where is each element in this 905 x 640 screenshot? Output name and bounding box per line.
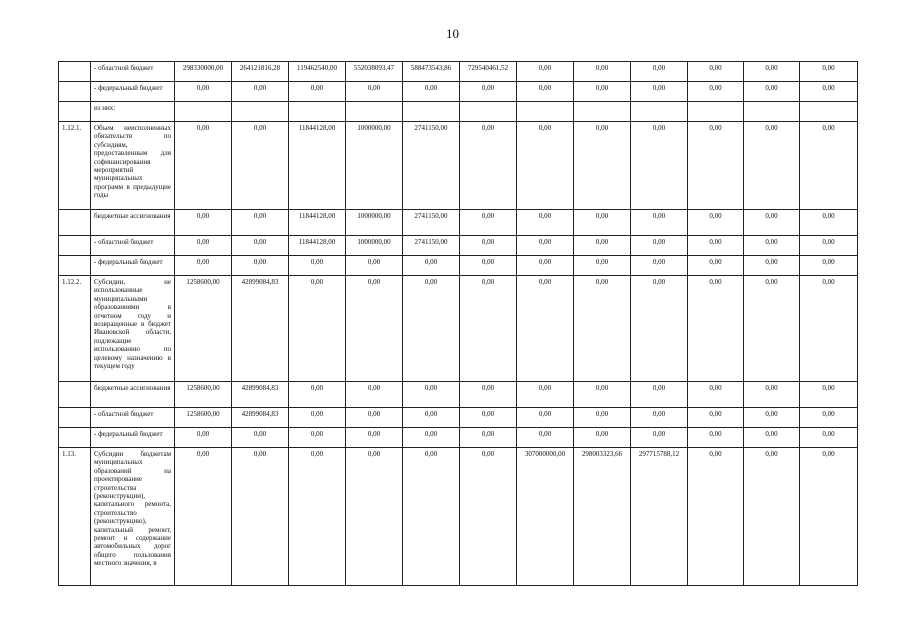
value-cell: 0,00 [688, 122, 744, 210]
value-cell: 0,00 [346, 382, 403, 408]
value-cell: 0,00 [688, 62, 744, 82]
row-label: бюджетные ассигнования [91, 382, 175, 408]
table-row [59, 276, 858, 382]
value-cell: 0,00 [688, 382, 744, 408]
value-cell: 729540461,52 [460, 62, 517, 82]
value-cell: 1000000,00 [346, 122, 403, 210]
value-cell: 0,00 [744, 428, 800, 448]
row-label: - областной бюджет [91, 62, 175, 82]
value-cell: 298003323,66 [574, 448, 631, 586]
value-cell: 11844128,00 [289, 210, 346, 236]
value-cell: 0,00 [232, 122, 289, 210]
value-cell [688, 102, 744, 122]
value-cell [175, 102, 232, 122]
value-cell: 11844128,00 [289, 122, 346, 210]
value-cell: 0,00 [403, 256, 460, 276]
value-cell: 0,00 [289, 276, 346, 382]
value-cell: 0,00 [460, 428, 517, 448]
value-cell: 0,00 [800, 448, 858, 586]
table-row [59, 256, 858, 276]
value-cell: 0,00 [631, 382, 688, 408]
value-cell: 0,00 [631, 408, 688, 428]
row-code: 1.12.2. [59, 276, 91, 382]
value-cell: 0,00 [517, 236, 574, 256]
value-cell: 0,00 [346, 408, 403, 428]
value-cell: 0,00 [688, 236, 744, 256]
value-cell: 0,00 [289, 428, 346, 448]
value-cell: 0,00 [175, 448, 232, 586]
value-cell: 2741150,00 [403, 122, 460, 210]
value-cell: 2741150,00 [403, 210, 460, 236]
value-cell: 307000000,00 [517, 448, 574, 586]
value-cell: 1258600,00 [175, 276, 232, 382]
table-row [59, 82, 858, 102]
row-label: - федеральный бюджет [91, 256, 175, 276]
row-label: из них: [91, 102, 175, 122]
row-label: Субсидии, не использованные муниципальными образованиями в отчетном году и возвращенные в бюджет Ивановской области, подлежащие использованию по целевому назначению в текущем году [91, 276, 175, 382]
row-label: Субсидии бюджетам муниципальных образований на проектирование строительства (реконструкции), капитального ремонта, строительство (реконструкцию), капитальный ремонт, ремонт и содержание автомобильных дорог общего пользования местного значения, в [91, 448, 175, 586]
value-cell: 0,00 [688, 408, 744, 428]
value-cell: 0,00 [346, 428, 403, 448]
table-row [59, 382, 858, 408]
value-cell: 0,00 [175, 428, 232, 448]
value-cell: 0,00 [175, 256, 232, 276]
row-code [59, 82, 91, 102]
value-cell: 119462540,00 [289, 62, 346, 82]
value-cell: 0,00 [574, 428, 631, 448]
value-cell: 0,00 [631, 256, 688, 276]
value-cell [517, 102, 574, 122]
value-cell: 0,00 [800, 408, 858, 428]
value-cell: 0,00 [631, 210, 688, 236]
value-cell: 0,00 [744, 122, 800, 210]
value-cell: 0,00 [744, 448, 800, 586]
value-cell [289, 102, 346, 122]
value-cell: 0,00 [460, 82, 517, 102]
row-label: - федеральный бюджет [91, 82, 175, 102]
row-label: бюджетные ассигнования [91, 210, 175, 236]
row-code: 1.13. [59, 448, 91, 586]
value-cell: 552038093,47 [346, 62, 403, 82]
value-cell: 0,00 [631, 236, 688, 256]
value-cell: 0,00 [800, 428, 858, 448]
value-cell [346, 102, 403, 122]
row-label: - федеральный бюджет [91, 428, 175, 448]
table-row [59, 236, 858, 256]
table-row [59, 122, 858, 210]
value-cell: 0,00 [460, 408, 517, 428]
value-cell: 0,00 [460, 122, 517, 210]
value-cell: 1000000,00 [346, 236, 403, 256]
value-cell: 0,00 [403, 408, 460, 428]
value-cell: 298330000,00 [175, 62, 232, 82]
value-cell: 0,00 [800, 236, 858, 256]
row-code [59, 210, 91, 236]
value-cell: 0,00 [688, 448, 744, 586]
value-cell: 0,00 [688, 210, 744, 236]
value-cell: 0,00 [175, 210, 232, 236]
value-cell: 0,00 [460, 448, 517, 586]
value-cell: 42899084,83 [232, 382, 289, 408]
value-cell: 0,00 [232, 210, 289, 236]
table-body [59, 62, 858, 586]
value-cell: 0,00 [688, 82, 744, 102]
value-cell: 0,00 [289, 82, 346, 102]
value-cell: 588473543,86 [403, 62, 460, 82]
value-cell: 0,00 [289, 448, 346, 586]
value-cell: 0,00 [800, 62, 858, 82]
row-code [59, 102, 91, 122]
value-cell: 0,00 [232, 256, 289, 276]
row-label: Объем неисполненных обязательств по субсидиям, предоставленным для софинансирования мероприятий муниципальных программ в предыдущие годы [91, 122, 175, 210]
value-cell [403, 102, 460, 122]
value-cell: 0,00 [517, 408, 574, 428]
value-cell: 0,00 [175, 122, 232, 210]
value-cell: 0,00 [631, 122, 688, 210]
value-cell [232, 102, 289, 122]
value-cell: 0,00 [517, 382, 574, 408]
value-cell: 0,00 [460, 276, 517, 382]
value-cell: 0,00 [460, 210, 517, 236]
value-cell: 0,00 [574, 62, 631, 82]
value-cell: 0,00 [175, 82, 232, 102]
value-cell: 1258600,00 [175, 382, 232, 408]
value-cell [744, 102, 800, 122]
table-row [59, 102, 858, 122]
value-cell: 0,00 [688, 276, 744, 382]
value-cell: 0,00 [631, 82, 688, 102]
value-cell [631, 102, 688, 122]
value-cell: 0,00 [744, 276, 800, 382]
value-cell: 0,00 [289, 382, 346, 408]
value-cell: 0,00 [346, 82, 403, 102]
value-cell: 0,00 [744, 236, 800, 256]
value-cell: 0,00 [800, 256, 858, 276]
value-cell: 0,00 [346, 448, 403, 586]
value-cell: 0,00 [403, 276, 460, 382]
value-cell: 0,00 [517, 276, 574, 382]
value-cell: 1258600,00 [175, 408, 232, 428]
row-code [59, 428, 91, 448]
value-cell: 0,00 [631, 428, 688, 448]
row-label: - областной бюджет [91, 408, 175, 428]
row-code [59, 62, 91, 82]
value-cell: 0,00 [346, 276, 403, 382]
value-cell: 0,00 [744, 256, 800, 276]
value-cell: 264121816,28 [232, 62, 289, 82]
row-code [59, 382, 91, 408]
value-cell: 0,00 [688, 256, 744, 276]
value-cell: 0,00 [631, 276, 688, 382]
value-cell: 0,00 [574, 276, 631, 382]
table-row [59, 428, 858, 448]
page-number: 10 [446, 26, 459, 41]
value-cell: 42899084,83 [232, 276, 289, 382]
value-cell: 0,00 [744, 82, 800, 102]
value-cell: 0,00 [289, 408, 346, 428]
value-cell: 0,00 [744, 408, 800, 428]
value-cell [460, 102, 517, 122]
value-cell: 42899084,83 [232, 408, 289, 428]
row-code [59, 256, 91, 276]
table-row [59, 408, 858, 428]
value-cell: 0,00 [631, 62, 688, 82]
table-row [59, 448, 858, 586]
value-cell: 0,00 [403, 82, 460, 102]
value-cell: 0,00 [744, 382, 800, 408]
value-cell: 0,00 [574, 236, 631, 256]
value-cell: 0,00 [517, 210, 574, 236]
value-cell: 11844128,00 [289, 236, 346, 256]
budget-table [58, 61, 858, 586]
value-cell: 0,00 [403, 448, 460, 586]
value-cell: 0,00 [232, 82, 289, 102]
value-cell: 0,00 [688, 428, 744, 448]
row-label: - областной бюджет [91, 236, 175, 256]
value-cell: 0,00 [460, 382, 517, 408]
table-row [59, 62, 858, 82]
value-cell: 0,00 [517, 256, 574, 276]
value-cell: 0,00 [744, 210, 800, 236]
row-code: 1.12.1. [59, 122, 91, 210]
value-cell: 0,00 [574, 256, 631, 276]
table-row [59, 210, 858, 236]
value-cell: 2741150,00 [403, 236, 460, 256]
value-cell: 0,00 [744, 62, 800, 82]
value-cell: 0,00 [517, 122, 574, 210]
value-cell: 0,00 [289, 256, 346, 276]
value-cell: 0,00 [403, 382, 460, 408]
value-cell: 0,00 [574, 210, 631, 236]
row-code [59, 236, 91, 256]
value-cell: 0,00 [232, 236, 289, 256]
value-cell: 0,00 [403, 428, 460, 448]
value-cell: 0,00 [346, 256, 403, 276]
value-cell: 0,00 [800, 210, 858, 236]
value-cell: 0,00 [574, 382, 631, 408]
value-cell: 0,00 [800, 122, 858, 210]
value-cell: 0,00 [460, 236, 517, 256]
value-cell [800, 102, 858, 122]
value-cell: 0,00 [800, 382, 858, 408]
value-cell: 0,00 [175, 236, 232, 256]
value-cell: 0,00 [517, 82, 574, 102]
value-cell: 0,00 [574, 82, 631, 102]
value-cell: 297715788,12 [631, 448, 688, 586]
value-cell: 0,00 [517, 62, 574, 82]
value-cell: 0,00 [517, 428, 574, 448]
value-cell: 0,00 [232, 428, 289, 448]
value-cell [574, 102, 631, 122]
value-cell: 0,00 [574, 408, 631, 428]
row-code [59, 408, 91, 428]
value-cell: 0,00 [574, 122, 631, 210]
value-cell: 0,00 [800, 82, 858, 102]
value-cell: 1000000,00 [346, 210, 403, 236]
value-cell: 0,00 [460, 256, 517, 276]
value-cell: 0,00 [232, 448, 289, 586]
value-cell: 0,00 [800, 276, 858, 382]
